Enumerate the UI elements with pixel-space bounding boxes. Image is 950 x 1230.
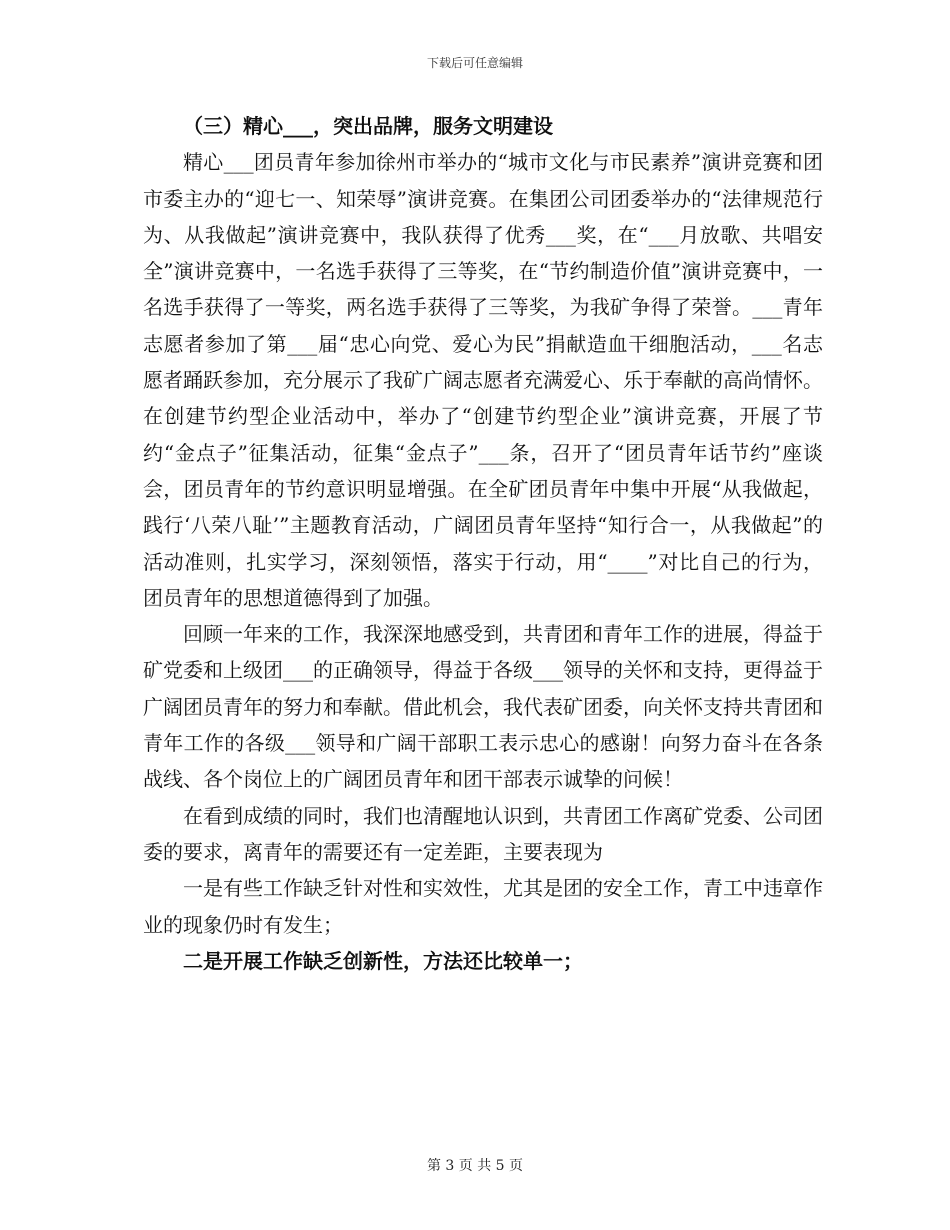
page-header: 下载后可任意编辑	[426, 56, 523, 70]
paragraph-activities: 精心___团员青年参加徐州市举办的“城市文化与市民素养”演讲竞赛和团市委主办的“迎七一、知荣辱”演讲竞赛。在集团公司团委举办的“法律规范行为、从我做起”演讲竞赛中，我队获得了优秀___奖，在“___月放歌、共唱安全”演讲竞赛中，一名选手获得了三等奖，在“节约制造价值”演讲竞赛中，一名选手获得了一等奖，两名选手获得了三等奖，为我矿争得了荣誉。___青年志愿者参加了第___届“忠心向党、爱心为民”捐献造血干细胞活动，___名志愿者踊跃参加，充分展示了我矿广阔志愿者充满爱心、乐于奉献的高尚情怀。在创建节约型企业活动中，举办了“创建节约型企业”演讲竞赛，开展了节约“金点子”征集活动，征集“金点子”___条，召开了“团员青年话节约”座谈会，团员青年的节约意识明显增强。在全矿团员青年中集中开展“从我做起，践行‘八荣八耻’”主题教育活动，广阔团员青年坚持“知行合一，从我做起”的活动准则，扎实学习，深刻领悟，落实于行动，用“____”对比自己的行为，团员青年的思想道德得到了加强。	[143, 150, 823, 610]
section-heading: （三）精心___，突出品牌，服务文明建设	[183, 114, 553, 138]
document-body	[143, 108, 823, 979]
paragraph-review: 回顾一年来的工作，我深深地感受到，共青团和青年工作的进展，得益于矿党委和上级团___的正确领导，得益于各级___领导的关怀和支持，更得益于广阔团员青年的努力和奉献。借此机会，我代表矿团委，向关怀支持共青团和青年工作的各级___领导和广阔干部职工表示忠心的感谢！向努力奋斗在各条战线、各个岗位上的广阔团员青年和团干部表示诚挚的问候！	[143, 622, 823, 792]
paragraph-shortcomings-intro: 在看到成绩的同时，我们也清醒地认识到，共青团工作离矿党委、公司团委的要求，离青年的需要还有一定差距，主要表现为	[143, 803, 823, 864]
paragraph-shortcoming-one: 一是有些工作缺乏针对性和实效性，尤其是团的安全工作，青工中违章作业的现象仍时有发生；	[143, 876, 823, 937]
paragraph-shortcoming-two: 二是开展工作缺乏创新性，方法还比较单一；	[183, 948, 583, 973]
page-footer: 第 3 页 共 5 页	[426, 1158, 524, 1174]
